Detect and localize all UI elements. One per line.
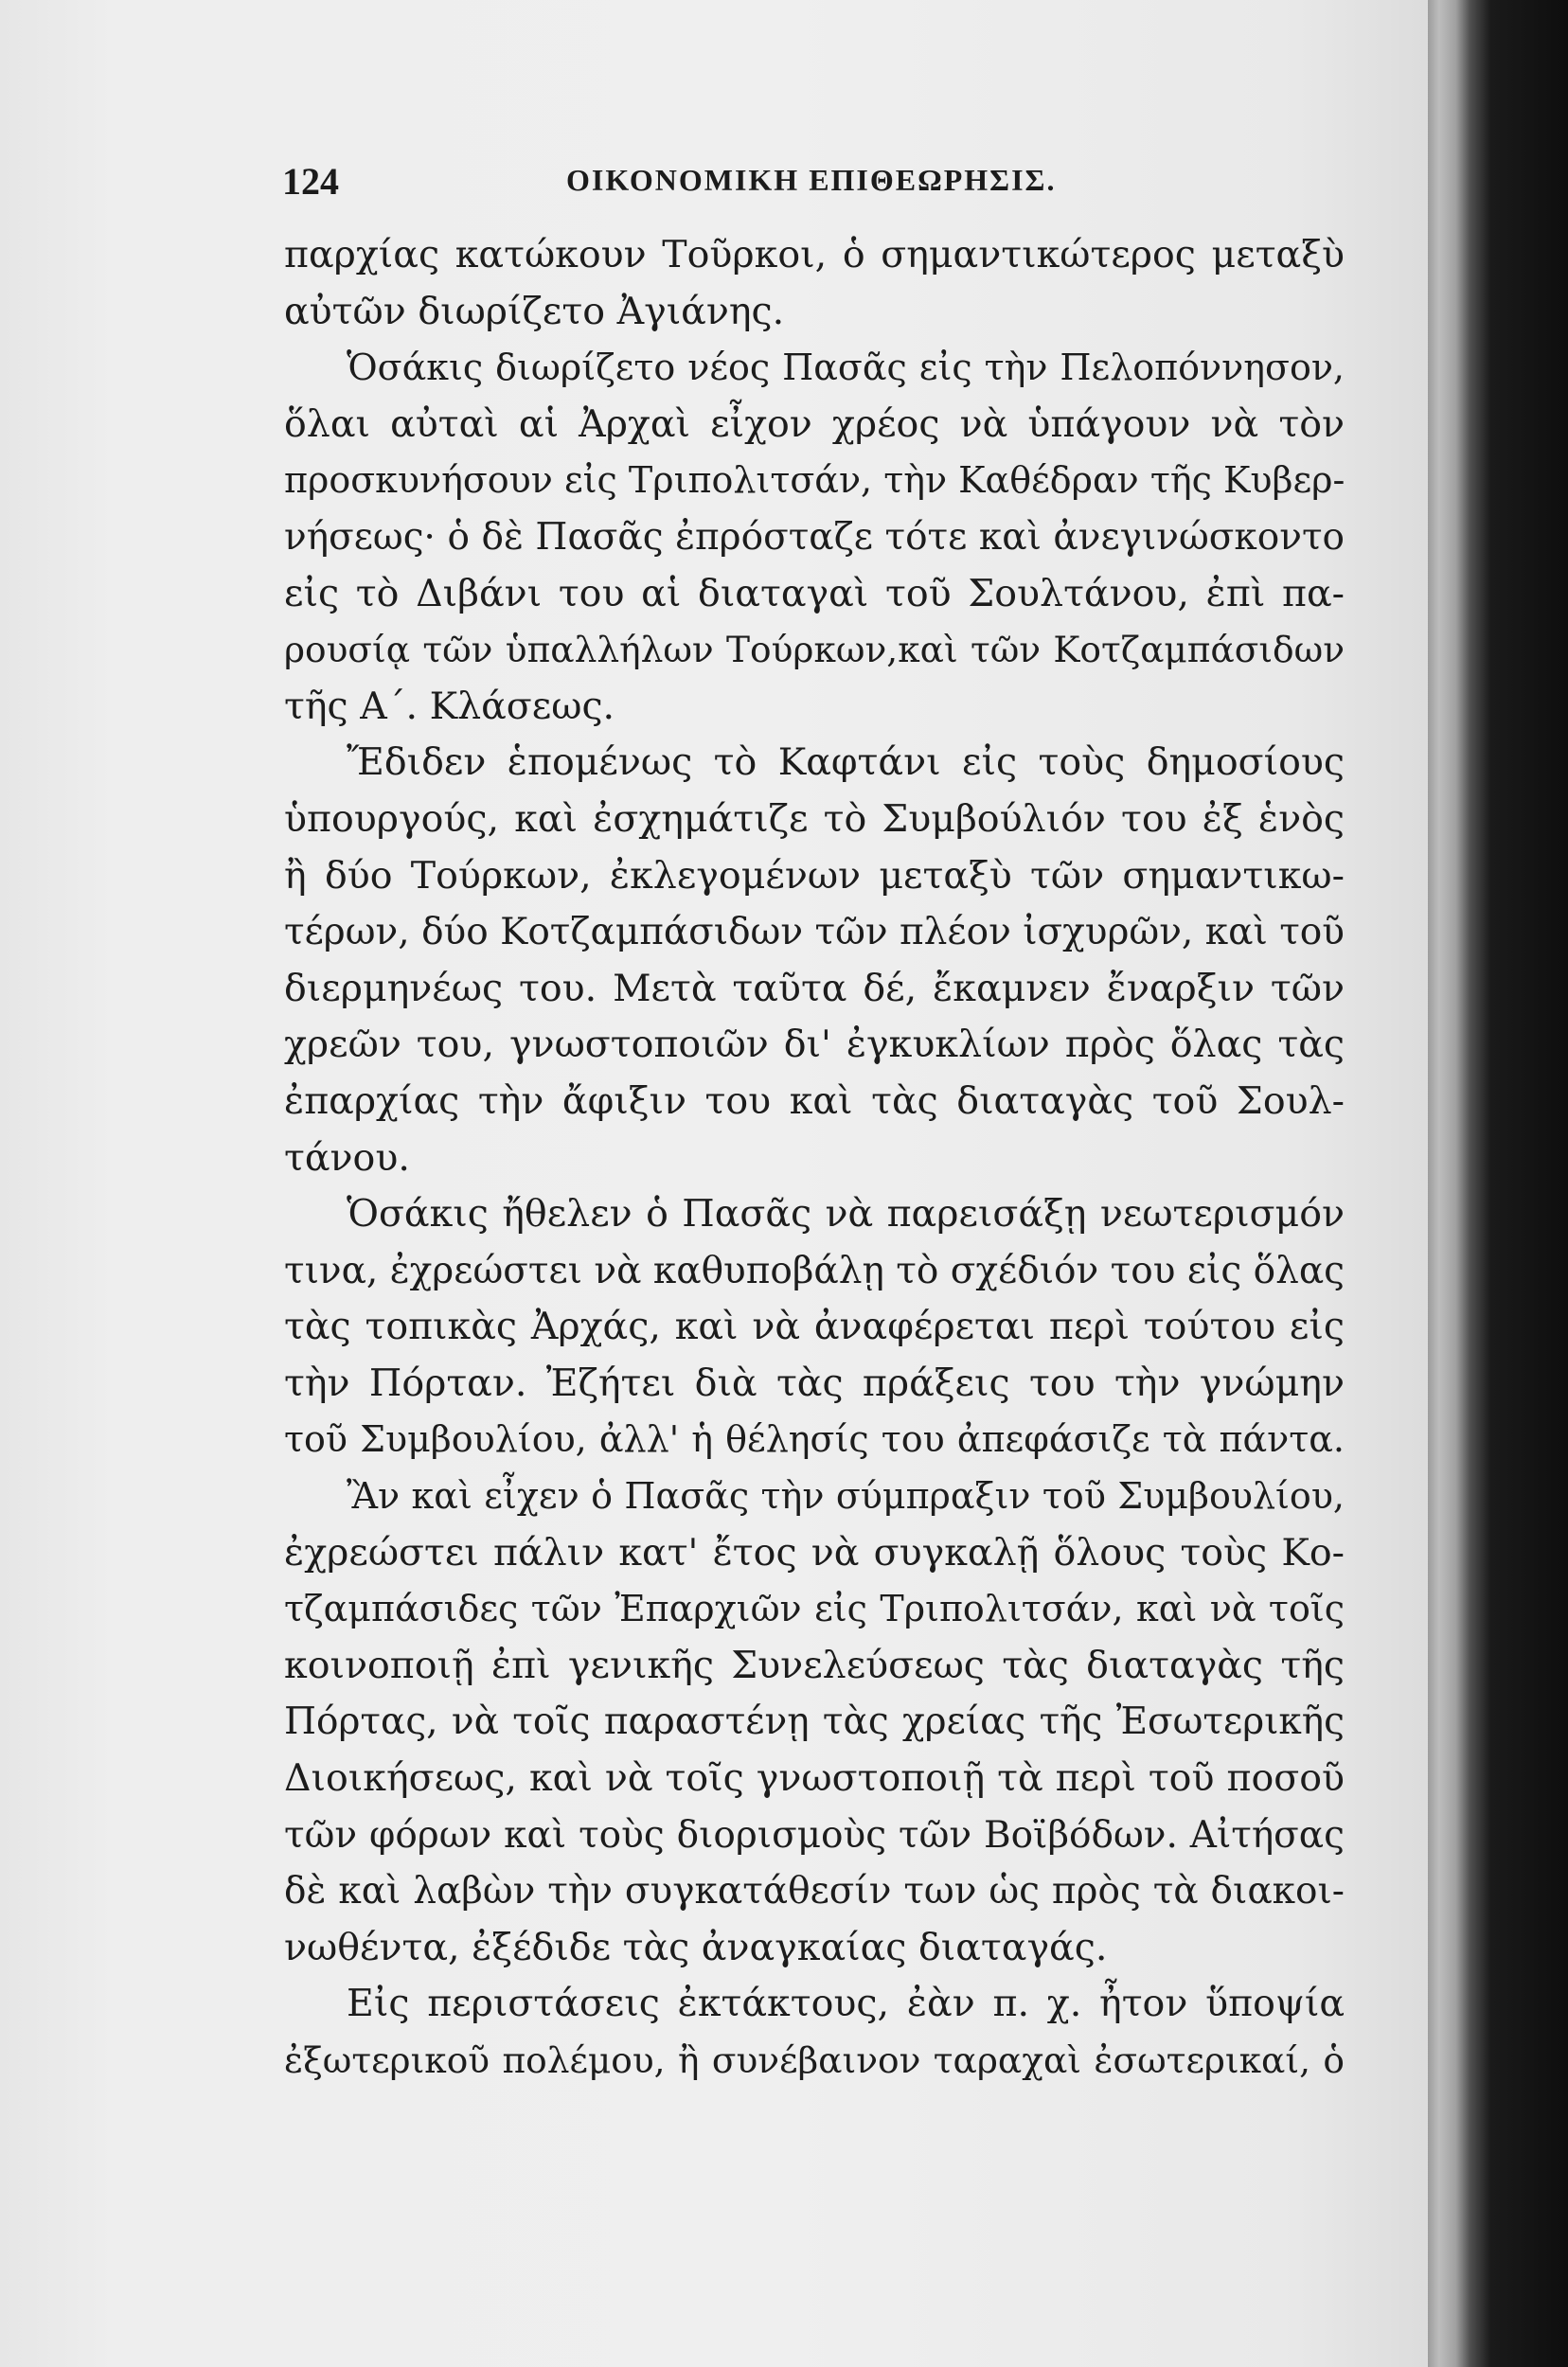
text-line: προσκυνήσουν εἰς Τριπολιτσάν, τὴν Καθέδραν τῆς Κυβερ- xyxy=(284,459,1345,502)
page-number: 124 xyxy=(282,160,339,203)
text-line: τοῦ Συμβουλίου, ἀλλ' ἡ θέλησίς του ἀπεφάσιζε τὰ πάντα. xyxy=(284,1418,1345,1461)
page-header xyxy=(282,159,1345,216)
text-line: εἰς τὸ Διβάνι του αἱ διαταγαὶ τοῦ Σουλτάνου, ἐπὶ πα- xyxy=(284,571,1345,615)
text-line: τῶν φόρων καὶ τοὺς διορισμοὺς τῶν Βοϊβόδων. Αἰτήσας xyxy=(284,1813,1345,1857)
text-line: νωθέντα, ἐξέδιδε τὰς ἀναγκαίας διαταγάς. xyxy=(284,1925,1108,1969)
text-line: Ὁσάκις ἤθελεν ὁ Πασᾶς νὰ παρεισάξῃ νεωτερισμόν xyxy=(347,1192,1345,1237)
text-line: χρεῶν του, γνωστοποιῶν δι' ἐγκυκλίων πρὸς ὅλας τὰς xyxy=(284,1023,1345,1067)
text-line: Ἔδιδεν ἑπομένως τὸ Καφτάνι εἰς τοὺς δημοσίους xyxy=(347,740,1345,785)
text-line: τάνου. xyxy=(284,1135,410,1180)
text-line: κοινοποιῇ ἐπὶ γενικῆς Συνελεύσεως τὰς διαταγὰς τῆς xyxy=(284,1643,1345,1687)
text-line: ἐξωτερικοῦ πολέμου, ἢ συνέβαινον ταραχαὶ ἐσωτερικαί, ὁ xyxy=(284,2039,1345,2081)
text-line: Εἰς περιστάσεις ἐκτάκτους, ἐὰν π. χ. ἦτον ὕποψία xyxy=(347,1982,1345,2026)
text-line: παρχίας κατώκουν Τοῦρκοι, ὁ σημαντικώτερος μεταξὺ xyxy=(284,233,1345,276)
text-line: τινα, ἐχρεώστει νὰ καθυποβάλῃ τὸ σχέδιόν του εἰς ὅλας xyxy=(284,1249,1345,1292)
text-line: τὰς τοπικὰς Ἀρχάς, καὶ νὰ ἀναφέρεται περὶ τούτου εἰς xyxy=(284,1305,1345,1349)
text-line: τῆς Α΄. Κλάσεως. xyxy=(284,684,615,728)
text-line: ἢ δύο Τούρκων, ἐκλεγομένων μεταξὺ τῶν σημαντικω- xyxy=(284,853,1345,898)
book-spine-shadow xyxy=(1428,0,1568,2367)
text-line: τέρων, δύο Κοτζαμπάσιδων τῶν πλέον ἰσχυρῶν, καὶ τοῦ xyxy=(284,911,1345,954)
text-line: ὑπουργούς, καὶ ἐσχημάτιζε τὸ Συμβούλιόν του ἐξ ἑνὸς xyxy=(284,796,1345,841)
text-line: αὐτῶν διωρίζετο Ἀγιάνης. xyxy=(284,289,785,333)
text-line: ἐχρεώστει πάλιν κατ' ἔτος νὰ συγκαλῇ ὅλους τοὺς Κο- xyxy=(284,1530,1345,1575)
text-line: Διοικήσεως, καὶ νὰ τοῖς γνωστοποιῇ τὰ περὶ τοῦ ποσοῦ xyxy=(284,1756,1345,1801)
text-line: ὅλαι αὐταὶ αἱ Ἀρχαὶ εἶχον χρέος νὰ ὑπάγουν νὰ τὸν xyxy=(284,401,1345,446)
text-line: ἐπαρχίας τὴν ἄφιξιν του καὶ τὰς διαταγὰς τοῦ Σουλ- xyxy=(284,1078,1345,1123)
text-line: δὲ καὶ λαβὼν τὴν συγκατάθεσίν των ὡς πρὸς τὰ διακοι- xyxy=(284,1870,1345,1913)
text-line: ρουσίᾳ τῶν ὑπαλλήλων Τούρκων,καὶ τῶν Κοτζαμπάσιδων xyxy=(284,629,1345,671)
text-line: Ὁσάκις διωρίζετο νέος Πασᾶς εἰς τὴν Πελοπόννησον, xyxy=(347,347,1345,389)
text-line: διερμηνέως του. Μετὰ ταῦτα δέ, ἔκαμνεν ἔναρξιν τῶν xyxy=(284,966,1345,1010)
text-line: τὴν Πόρταν. Ἐζήτει διὰ τὰς πράξεις του τὴν γνώμην xyxy=(284,1361,1345,1405)
running-title: ΟΙΚΟΝΟΜΙΚΗ ΕΠΙΘΕΩΡΗΣΙΣ. xyxy=(566,163,1057,197)
text-line: τζαμπάσιδες τῶν Ἐπαρχιῶν εἰς Τριπολιτσάν, καὶ νὰ τοῖς xyxy=(284,1588,1345,1630)
text-line: Πόρτας, νὰ τοῖς παραστένῃ τὰς χρείας τῆς Ἐσωτερικῆς xyxy=(284,1700,1345,1744)
body-text xyxy=(284,227,1345,2090)
text-line: Ἂν καὶ εἶχεν ὁ Πασᾶς τὴν σύμπραξιν τοῦ Συμβουλίου, xyxy=(347,1475,1345,1518)
text-line: νήσεως· ὁ δὲ Πασᾶς ἐπρόσταζε τότε καὶ ἀνεγινώσκοντο xyxy=(284,515,1345,559)
